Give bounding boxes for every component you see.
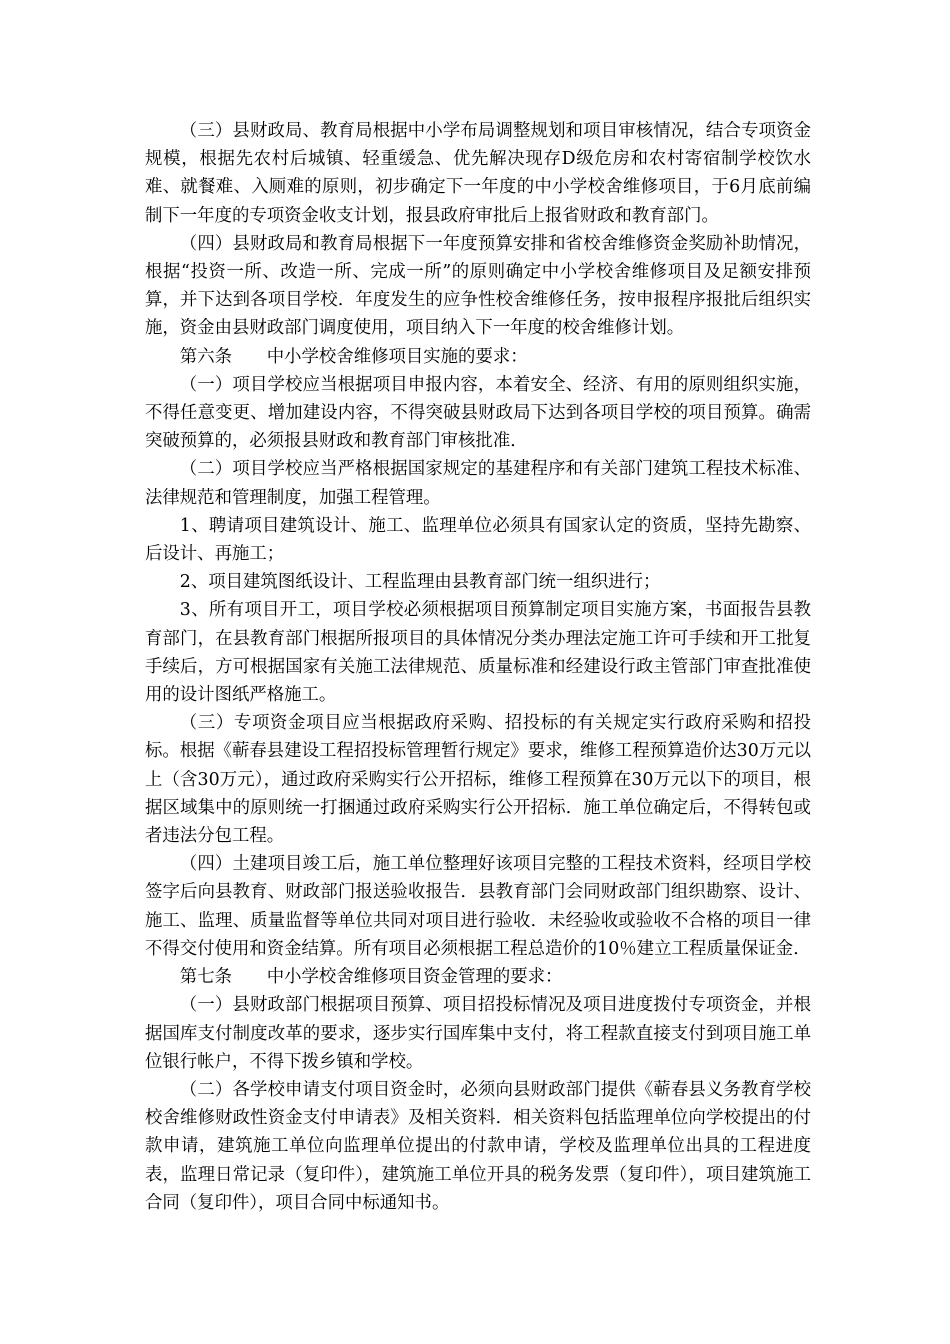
paragraph-article-6-sub-2: 2、项目建筑图纸设计、工程监理由县教育部门统一组织进行； (179, 572, 661, 593)
paragraph-article-6-item-2: （二）项目学校应当严格根据国家规定的基建程序和有关部门建筑工程技术标准、法律规范和管理制度，加强工程管理。 (145, 459, 811, 508)
paragraph-article-7-item-1: （一）县财政部门根据项目预算、项目招投标情况及项目进度拨付专项资金，并根据国库支付制度改革的要求，逐步实行国库集中支付，将工程款直接支付到项目施工单位银行帐户，不得下拨乡镇和学校。 (145, 995, 811, 1072)
paragraph-article-6-sub-1: 1、聘请项目建筑设计、施工、监理单位必须具有国家认定的资质，坚持先勘察、后设计、再施工； (145, 515, 811, 565)
paragraph-article-7-item-2: （二）各学校申请支付项目资金时，必须向县财政部门提供《蕲春县义务教育学校校舍维修财政性资金支付申请表》及相关资料．相关资料包括监理单位向学校提出的付款申请，建筑施工单位向监理单位提出的付款申请，学校及监理单位出具的工程进度表，监理日常记录（复印件），建筑施工单位开具的税务发票（复印件），项目建筑施工合同（复印件），项目合同中标通知书。 (145, 1079, 811, 1213)
paragraph-article-6-item-1: （一）项目学校应当根据项目申报内容，本着安全、经济、有用的原则组织实施，不得任意变更、增加建设内容，不得突破县财政局下达到各项目学校的项目预算。确需突破预算的，必须报县财政和教育部门审核批准． (145, 374, 811, 452)
article-6-heading: 第六条 中小学校舍维修项目实施的要求： (179, 346, 528, 367)
paragraph-article-6-item-4: （四）土建项目竣工后，施工单位整理好该项目完整的工程技术资料，经项目学校签字后向县教育、财政部门报送验收报告．县教育部门会同财政部门组织勘察、设计、施工、监理、质量监督等单位共同对项目进行验收．未经验收或验收不合格的项目一律不得交付使用和资金结算。所有项目必须根据工程总造价的10％建立工程质量保证金． (145, 854, 811, 959)
paragraph-section-5-item-3: （三）县财政局、教育局根据中小学布局调整规划和项目审核情况，结合专项资金规模，根据先农村后城镇、轻重缓急、优先解决现存D级危房和农村寄宿制学校饮水难、就餐难、入厕难的原则，初步确定下一年度的中小学校舍维修项目，于6月底前编制下一年度的专项资金收支计划，报县政府审批后上报省财政和教育部门。 (145, 121, 811, 226)
paragraph-article-6-sub-3: 3、所有项目开工，项目学校必须根据项目预算制定项目实施方案，书面报告县教育部门，在县教育部门根据所报项目的具体情况分类办理法定施工许可手续和开工批复手续后，方可根据国家有关施工法律规范、质量标准和经建设行政主管部门审查批准使用的设计图纸严格施工。 (145, 600, 811, 706)
document-body (145, 117, 811, 1217)
paragraph-article-6-item-3: （三）专项资金项目应当根据政府采购、招投标的有关规定实行政府采购和招投标。根据《蕲春县建设工程招投标管理暂行规定》要求，维修工程预算造价达30万元以上（含30万元），通过政府采购实行公开招标，维修工程预算在30万元以下的项目，根据区域集中的原则统一打捆通过政府采购实行公开招标．施工单位确定后，不得转包或者违法分包工程。 (145, 713, 811, 847)
article-7-heading: 第七条 中小学校舍维修项目资金管理的要求： (179, 967, 563, 988)
paragraph-section-5-item-4: （四）县财政局和教育局根据下一年度预算安排和省校舍维修资金奖励补助情况，根据“投资一所、改造一所、完成一所”的原则确定中小学校舍维修项目及足额安排预算，并下达到各项目学校．年度发生的应争性校舍维修任务，按申报程序报批后组织实施，资金由县财政部门调度使用，项目纳入下一年度的校舍维修计划。 (145, 233, 811, 339)
